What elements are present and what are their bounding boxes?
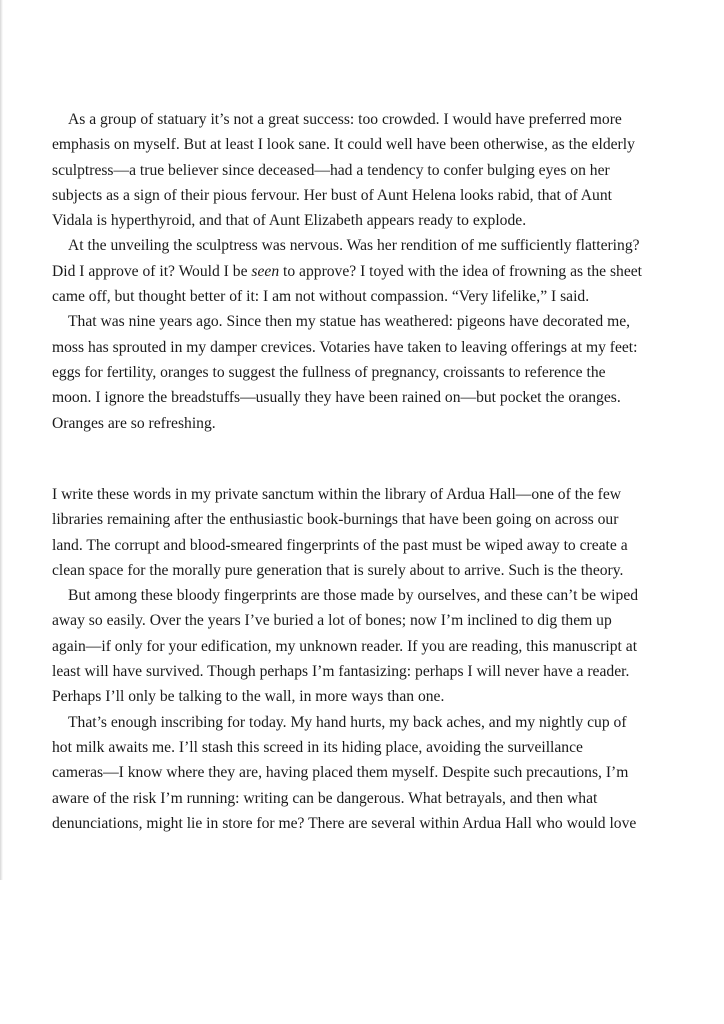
text-line: again—if only for your edification, my unknown reader. If you are reading, this manuscript at — [52, 637, 638, 655]
text-line: subjects as a sign of their pious fervour. Her bust of Aunt Helena looks rabid, that of Aunt — [52, 186, 612, 204]
text-section-1 — [52, 107, 692, 436]
text-line: moss has sprouted in my damper crevices. Votaries have taken to leaving offerings at my feet: — [52, 338, 638, 356]
text-line: away so easily. Over the years I’ve buried a lot of bones; now I’m inclined to dig them up — [52, 612, 612, 630]
text-line: aware of the risk I’m running: writing can be dangerous. What betrayals, and then what — [52, 789, 598, 807]
text-line: sculptress—a true believer since deceased—had a tendency to confer bulging eyes on her — [52, 161, 610, 179]
text-line: As a group of statuary it’s not a great success: too crowded. I would have preferred more — [68, 111, 622, 128]
text-line: eggs for fertility, oranges to suggest the fullness of pregnancy, croissants to reference the — [52, 363, 606, 381]
italic-word: seen — [251, 262, 280, 280]
text-line: Perhaps I’ll only be talking to the wall, in more ways than one. — [52, 688, 445, 706]
text-fragment: Did I approve of it? Would I be — [52, 262, 252, 280]
text-line: moon. I ignore the breadstuffs—usually they have been rained on—but pocket the oranges. — [52, 389, 621, 407]
text-line: I write these words in my private sanctum within the library of Ardua Hall—one of the few — [52, 486, 622, 503]
page-edge-shadow — [0, 0, 3, 880]
text-section-2 — [52, 482, 692, 836]
text-line: clean space for the morally pure generation that is surely about to arrive. Such is the theory. — [52, 561, 624, 579]
text-line: That’s enough inscribing for today. My hand hurts, my back aches, and my nightly cup of — [68, 713, 627, 731]
text-line: That was nine years ago. Since then my statue has weathered: pigeons have decorated me, — [68, 313, 631, 331]
text-line — [52, 259, 692, 284]
text-line: least will have survived. Though perhaps I’m fantasizing: perhaps I will never have a reader. — [52, 663, 630, 681]
text-line: hot milk awaits me. I’ll stash this screed in its hiding place, avoiding the surveillance — [52, 738, 583, 756]
text-line: Vidala is hyperthyroid, and that of Aunt Elizabeth appears ready to explode. — [52, 212, 527, 230]
text-line: came off, but thought better of it: I am not without compassion. “Very lifelike,” I said. — [52, 288, 590, 306]
text-line: land. The corrupt and blood-smeared fingerprints of the past must be wiped away to create a — [52, 536, 628, 554]
text-line: At the unveiling the sculptress was nervous. Was her rendition of me sufficiently flattering? — [68, 237, 640, 255]
text-line: libraries remaining after the enthusiastic book-burnings that have been going on across our — [52, 511, 619, 529]
text-line: denunciations, might lie in store for me? There are several within Ardua Hall who would love — [52, 814, 637, 832]
text-line: Oranges are so refreshing. — [52, 414, 216, 432]
text-line: cameras—I know where they are, having placed them myself. Despite such precautions, I’m — [52, 764, 629, 782]
text-line: emphasis on myself. But at least I look sane. It could well have been otherwise, as the elderly — [52, 136, 635, 154]
text-line: But among these bloody fingerprints are those made by ourselves, and these can’t be wiped — [68, 587, 639, 605]
text-fragment: to approve? I toyed with the idea of frowning as the sheet — [279, 262, 642, 280]
